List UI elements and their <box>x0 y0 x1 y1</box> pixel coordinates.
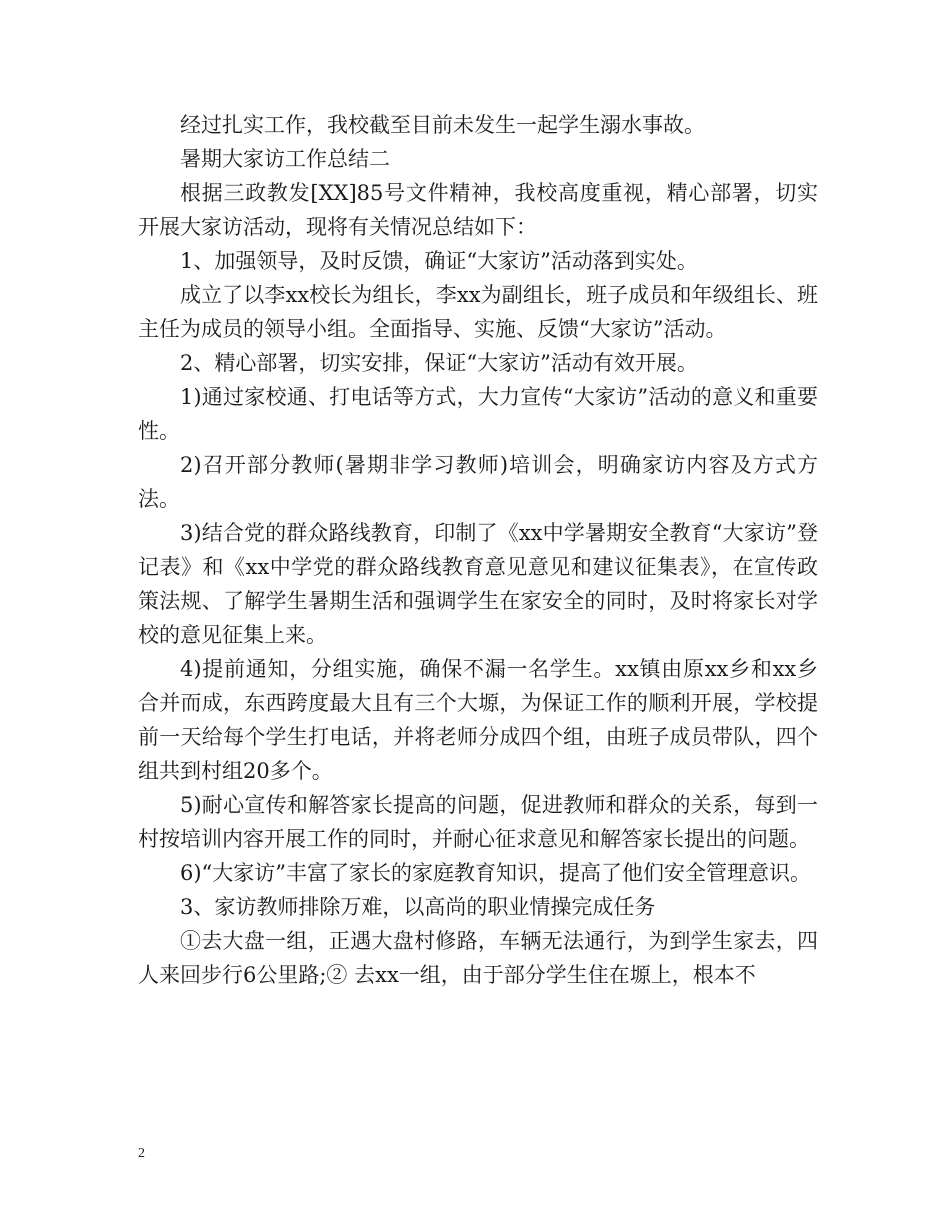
list-item-6: 6)“大家访”丰富了家长的家庭教育知识，提高了他们安全管理意识。 <box>180 861 812 885</box>
list-item-5: 5)耐心宣传和解答家长提高的问题，促进教师和群众的关系，每到一村按培训内容开展工作的同时，并耐心征求意见和解答家长提出的问题。 <box>138 793 818 851</box>
point-heading-3: 3、家访教师排除万难，以高尚的职业情操完成任务 <box>180 895 656 919</box>
list-item-4: 4)提前通知，分组实施，确保不漏一名学生。xx镇由原xx乡和xx乡合并而成，东西跨度最大且有三个大塬，为保证工作的顺利开展，学校提前一天给每个学生打电话，并将老师分成四个组，由班子成员带队，四个组共到村组20多个。 <box>138 657 818 783</box>
paragraph-1: 经过扎实工作，我校截至目前未发生一起学生溺水事故。 <box>180 113 705 137</box>
page-number: 2 <box>138 1146 145 1161</box>
list-item-2: 2)召开部分教师(暑期非学习教师)培训会，明确家访内容及方式方法。 <box>138 453 818 511</box>
paragraph-5: 成立了以李xx校长为组长，李xx为副组长，班子成员和年级组长、班主任为成员的领导小组。全面指导、实施、反馈“大家访”活动。 <box>138 283 818 341</box>
list-item-3: 3)结合党的群众路线教育，印制了《xx中学暑期安全教育“大家访”登记表》和《xx中学党的群众路线教育意见意见和建议征集表》，在宣传政策法规、了解学生暑期生活和强调学生在家安全的同时，及时将家长对学校的意见征集上来。 <box>138 521 818 647</box>
list-item-1: 1)通过家校通、打电话等方式，大力宣传“大家访”活动的意义和重要性。 <box>138 385 818 443</box>
document-body <box>138 108 818 992</box>
point-heading-2: 2、精心部署，切实安排，保证“大家访”活动有效开展。 <box>180 351 698 375</box>
paragraph-3: 根据三政教发[XX]85号文件精神，我校高度重视，精心部署，切实开展大家访活动，现将有关情况总结如下： <box>138 181 818 239</box>
section-heading: 暑期大家访工作总结二 <box>180 147 390 171</box>
point-heading-1: 1、加强领导，及时反馈，确证“大家访”活动落到实处。 <box>180 249 698 273</box>
paragraph-14: ①去大盘一组，正遇大盘村修路，车辆无法通行，为到学生家去，四人来回步行6公里路;② 去xx一组，由于部分学生住在塬上，根本不 <box>138 929 818 987</box>
